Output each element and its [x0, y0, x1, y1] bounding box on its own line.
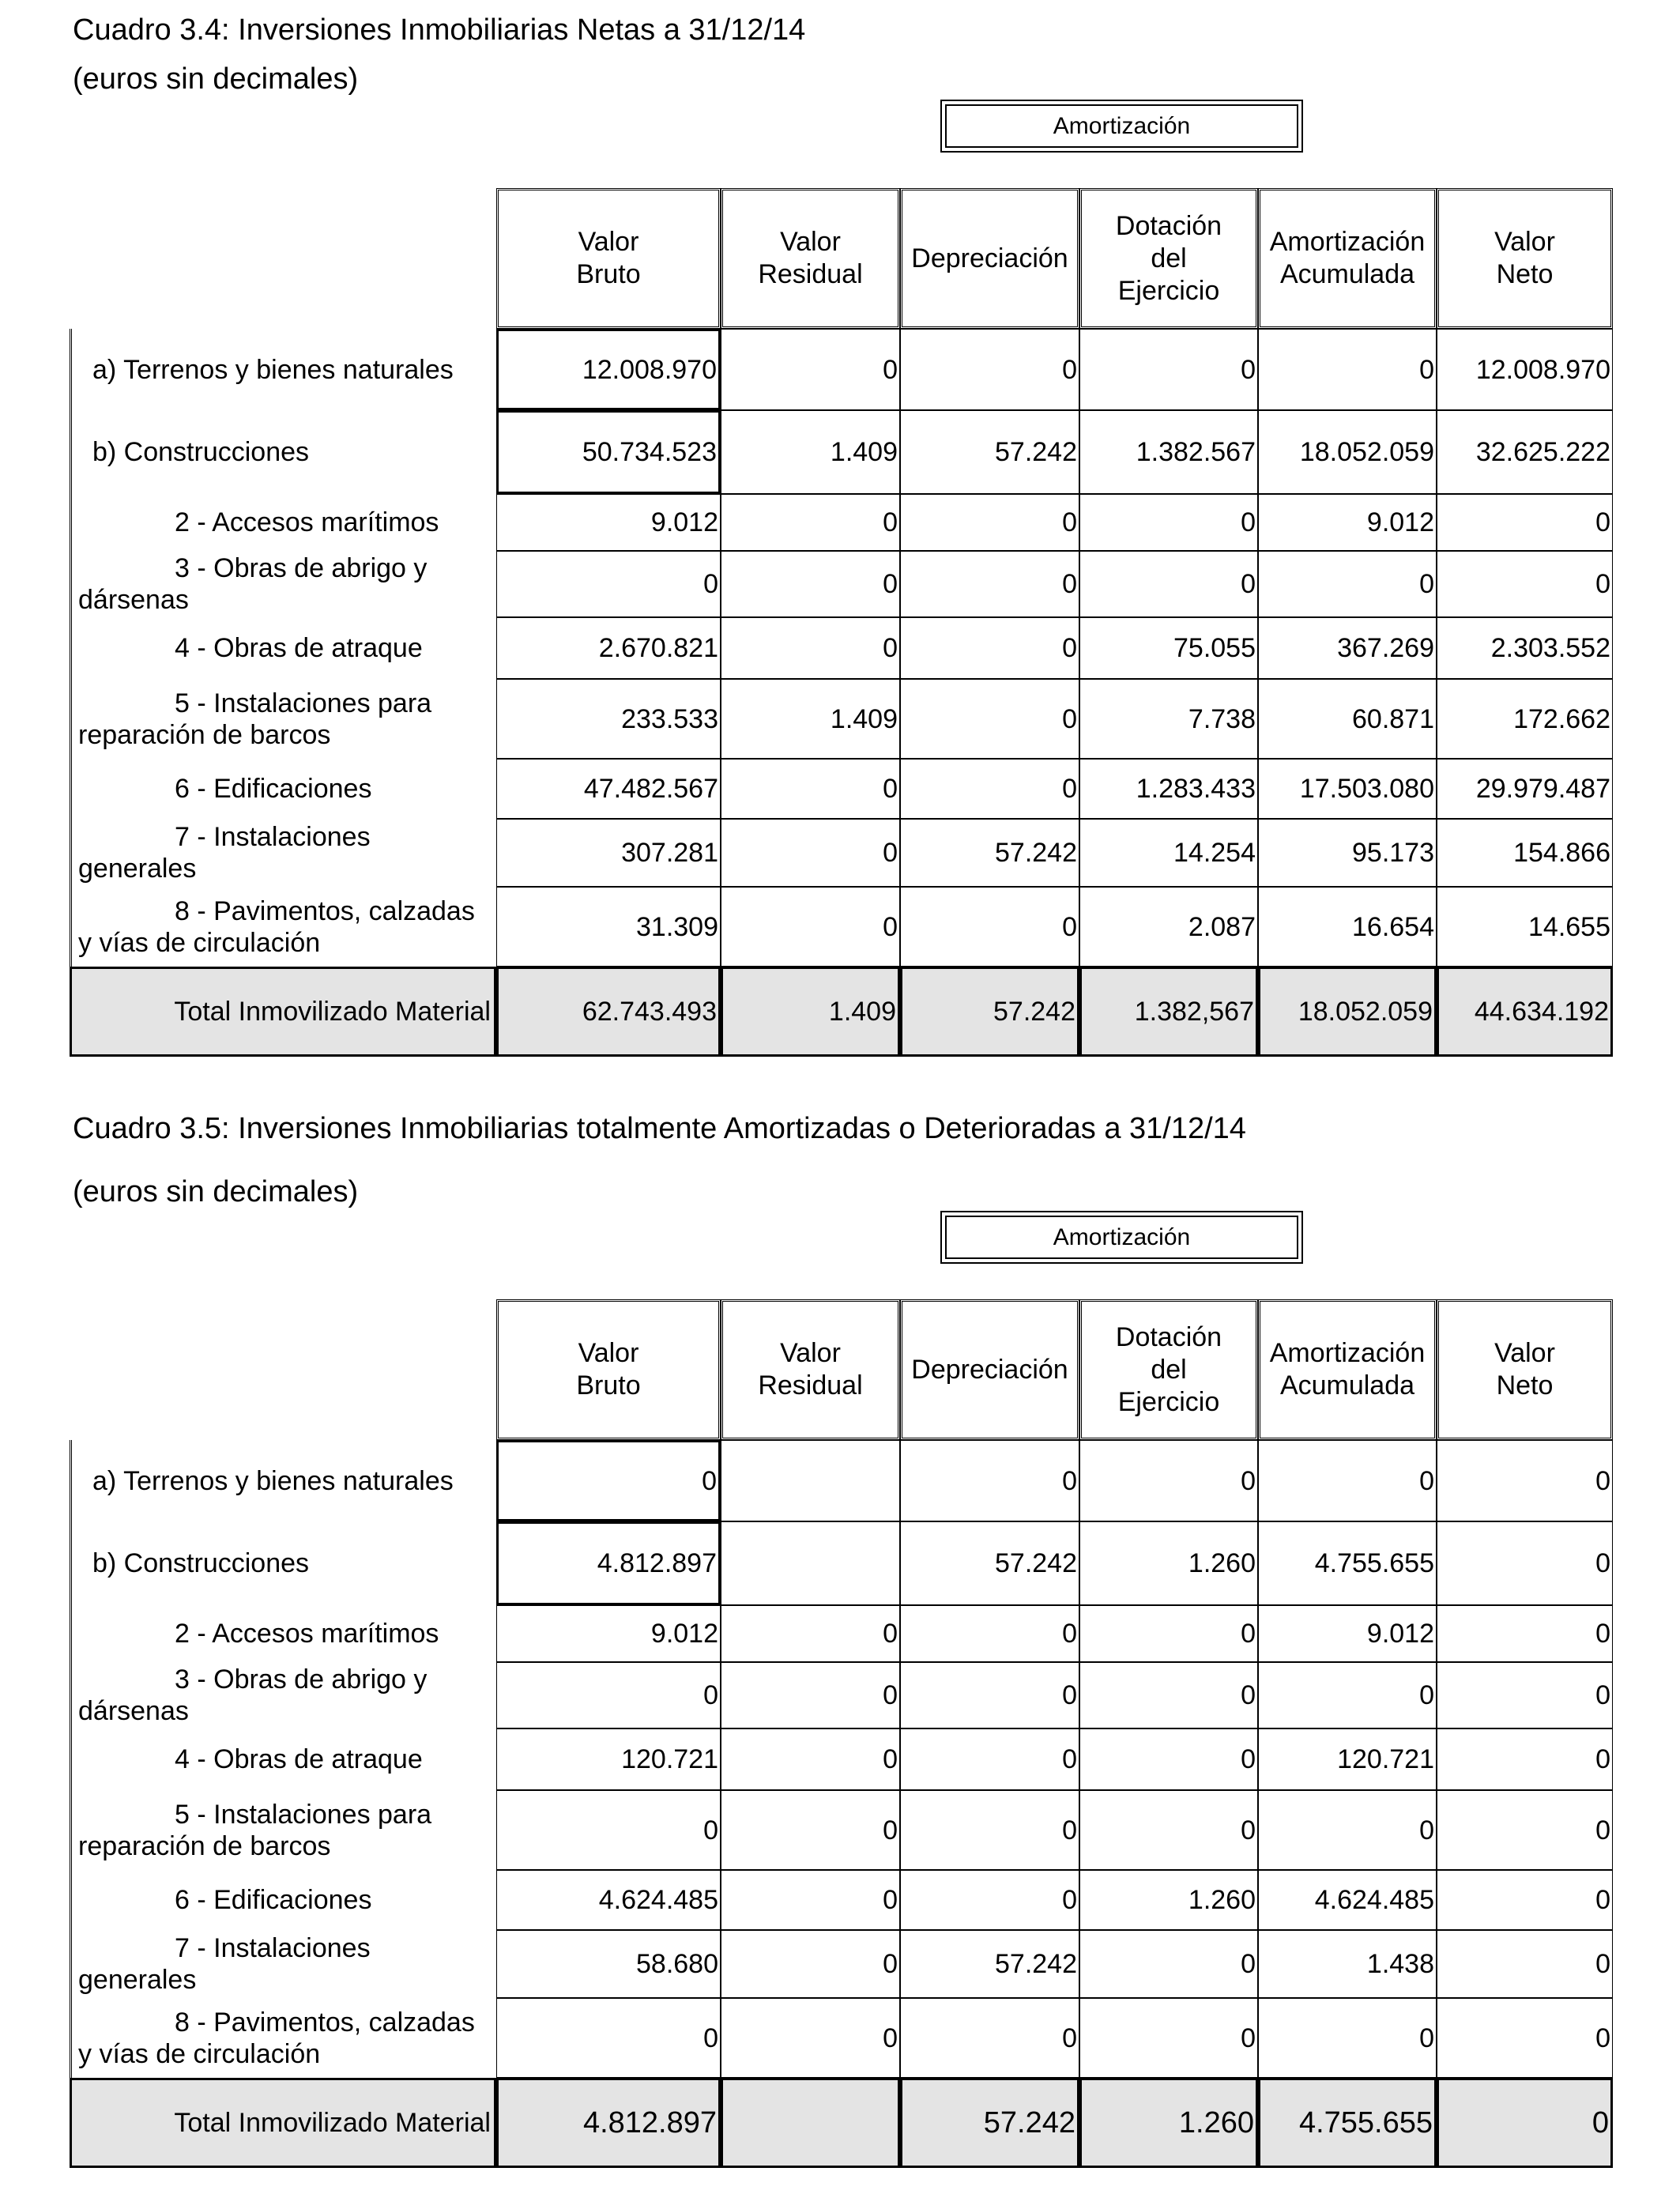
table-row	[70, 1662, 1613, 1728]
cell: 0	[1437, 1790, 1613, 1870]
cell: 14.655	[1437, 887, 1613, 967]
table-row	[70, 1930, 1613, 1998]
row-label: 8 - Pavimentos, calzadas y vías de circulación	[70, 1998, 496, 2078]
cell: 95.173	[1258, 819, 1437, 887]
row-label: 6 - Edificaciones	[70, 1870, 496, 1930]
cell: 17.503.080	[1258, 759, 1437, 819]
cell: 57.242	[900, 819, 1079, 887]
cell: 57.242	[900, 1521, 1079, 1605]
table-row	[70, 1790, 1613, 1870]
cell: 9.012	[496, 494, 721, 551]
cell: 0	[900, 329, 1079, 410]
cell: 12.008.970	[1437, 329, 1613, 410]
amortizacion-header-box	[940, 100, 1303, 153]
cell: 1.260	[1079, 1870, 1258, 1930]
total-row	[70, 2078, 1613, 2168]
amortizacion-label: Amortización	[945, 104, 1298, 148]
cell: 1.409	[721, 410, 900, 494]
cell: 0	[1437, 1440, 1613, 1521]
table-title: Cuadro 3.4: Inversiones Inmobiliarias Netas a 31/12/14	[73, 13, 806, 47]
cell: 57.242	[900, 1930, 1079, 1998]
cell: 1.283.433	[1079, 759, 1258, 819]
cell: 0	[1079, 329, 1258, 410]
cell: 0	[496, 1998, 721, 2078]
cell: 0	[1437, 1998, 1613, 2078]
row-label: 2 - Accesos marítimos	[70, 1605, 496, 1662]
table-row	[70, 819, 1613, 887]
total-row	[70, 967, 1613, 1057]
cell: 29.979.487	[1437, 759, 1613, 819]
cell: 0	[1437, 494, 1613, 551]
cell: 9.012	[1258, 1605, 1437, 1662]
table-row	[70, 679, 1613, 759]
row-label: b) Construcciones	[70, 1521, 496, 1605]
table-subtitle: (euros sin decimales)	[73, 62, 359, 96]
cell: 0	[1079, 494, 1258, 551]
col-header-amort-acumulada: Amortización Acumulada	[1258, 188, 1437, 329]
cell: 4.812.897	[496, 2078, 721, 2168]
table-row	[70, 329, 1613, 410]
total-label: Total Inmovilizado Material	[70, 2078, 496, 2168]
cell: 0	[721, 494, 900, 551]
table-row	[70, 1605, 1613, 1662]
table-row	[70, 617, 1613, 679]
cell: 0	[900, 1998, 1079, 2078]
cell: 0	[721, 759, 900, 819]
amortizacion-label: Amortización	[945, 1216, 1298, 1259]
cell: 0	[900, 1605, 1079, 1662]
cell: 0	[1079, 1930, 1258, 1998]
cell: 57.242	[900, 410, 1079, 494]
col-header-amort-acumulada: Amortización Acumulada	[1258, 1299, 1437, 1440]
col-header-valor-neto: Valor Neto	[1437, 188, 1613, 329]
cuadro-3-4-table	[70, 188, 1613, 1057]
cell: 0	[900, 551, 1079, 617]
cell: 0	[1079, 1790, 1258, 1870]
row-label: 6 - Edificaciones	[70, 759, 496, 819]
cell: 0	[721, 1870, 900, 1930]
cell: 367.269	[1258, 617, 1437, 679]
cell: 0	[721, 1662, 900, 1728]
col-header-valor-residual: Valor Residual	[721, 1299, 900, 1440]
cell: 0	[721, 617, 900, 679]
cell: 0	[900, 1662, 1079, 1728]
col-header-valor-residual: Valor Residual	[721, 188, 900, 329]
row-label: 7 - Instalaciones generales	[70, 1930, 496, 1998]
table-title: Cuadro 3.5: Inversiones Inmobiliarias totalmente Amortizadas o Deterioradas a 31/12/14	[73, 1112, 1246, 1145]
cell: 0	[721, 1605, 900, 1662]
cell: 0	[721, 887, 900, 967]
cell: 31.309	[496, 887, 721, 967]
cell: 307.281	[496, 819, 721, 887]
cell: 0	[721, 329, 900, 410]
cell: 0	[1079, 1728, 1258, 1790]
cell: 172.662	[1437, 679, 1613, 759]
col-header-dotacion: Dotación del Ejercicio	[1079, 1299, 1258, 1440]
cell: 1.382,567	[1079, 967, 1258, 1057]
row-label: 3 - Obras de abrigo y dársenas	[70, 1662, 496, 1728]
cell: 4.624.485	[1258, 1870, 1437, 1930]
cell: 0	[721, 1930, 900, 1998]
cell	[721, 1521, 900, 1605]
table-row	[70, 759, 1613, 819]
cell: 0	[496, 551, 721, 617]
col-header-depreciacion: Depreciación	[900, 1299, 1079, 1440]
table-row	[70, 410, 1613, 494]
row-label: 7 - Instalaciones generales	[70, 819, 496, 887]
cell: 0	[900, 1870, 1079, 1930]
col-header-valor-bruto: Valor Bruto	[496, 1299, 721, 1440]
cell: 0	[721, 1728, 900, 1790]
col-header-valor-bruto: Valor Bruto	[496, 188, 721, 329]
cell: 50.734.523	[496, 410, 721, 494]
cell: 0	[1437, 551, 1613, 617]
row-label: 2 - Accesos marítimos	[70, 494, 496, 551]
table-row	[70, 1998, 1613, 2078]
cell: 154.866	[1437, 819, 1613, 887]
cell: 1.382.567	[1079, 410, 1258, 494]
cell: 9.012	[496, 1605, 721, 1662]
cell: 4.624.485	[496, 1870, 721, 1930]
row-label: 3 - Obras de abrigo y dársenas	[70, 551, 496, 617]
header-blank	[70, 1299, 496, 1440]
row-label: 5 - Instalaciones para reparación de barcos	[70, 1790, 496, 1870]
cell: 0	[900, 617, 1079, 679]
row-label: b) Construcciones	[70, 410, 496, 494]
cell: 0	[900, 759, 1079, 819]
cell: 0	[1437, 1605, 1613, 1662]
cell: 47.482.567	[496, 759, 721, 819]
cell: 0	[1079, 551, 1258, 617]
cell: 1.438	[1258, 1930, 1437, 1998]
cell: 9.012	[1258, 494, 1437, 551]
cell: 0	[721, 1998, 900, 2078]
cell: 0	[1437, 1870, 1613, 1930]
cell: 60.871	[1258, 679, 1437, 759]
cell: 0	[900, 494, 1079, 551]
cell: 0	[900, 1728, 1079, 1790]
cell: 12.008.970	[496, 329, 721, 410]
cell: 32.625.222	[1437, 410, 1613, 494]
cell: 0	[496, 1790, 721, 1870]
cell: 0	[721, 819, 900, 887]
table-row	[70, 494, 1613, 551]
cuadro-3-5-table	[70, 1299, 1613, 2168]
cell: 2.670.821	[496, 617, 721, 679]
cell: 4.755.655	[1258, 1521, 1437, 1605]
cell	[721, 2078, 900, 2168]
cell: 75.055	[1079, 617, 1258, 679]
cell: 4.812.897	[496, 1521, 721, 1605]
cell: 0	[1437, 1930, 1613, 1998]
table-row	[70, 1728, 1613, 1790]
cell: 16.654	[1258, 887, 1437, 967]
cell: 0	[1437, 2078, 1613, 2168]
table-row	[70, 1521, 1613, 1605]
cell: 0	[900, 1440, 1079, 1521]
header-blank	[70, 188, 496, 329]
cell: 2.303.552	[1437, 617, 1613, 679]
cell: 14.254	[1079, 819, 1258, 887]
cell: 0	[721, 551, 900, 617]
cell: 0	[1258, 1662, 1437, 1728]
cell: 0	[1258, 1440, 1437, 1521]
col-header-depreciacion: Depreciación	[900, 188, 1079, 329]
cell: 1.409	[721, 679, 900, 759]
cell: 0	[1079, 1662, 1258, 1728]
cell: 0	[1258, 329, 1437, 410]
cell: 44.634.192	[1437, 967, 1613, 1057]
cell: 4.755.655	[1258, 2078, 1437, 2168]
col-header-dotacion: Dotación del Ejercicio	[1079, 188, 1258, 329]
cell: 1.260	[1079, 2078, 1258, 2168]
cell: 0	[1437, 1521, 1613, 1605]
cell: 0	[1437, 1728, 1613, 1790]
row-label: 8 - Pavimentos, calzadas y vías de circulación	[70, 887, 496, 967]
cell: 1.409	[721, 967, 900, 1057]
total-label: Total Inmovilizado Material	[70, 967, 496, 1057]
cell	[721, 1440, 900, 1521]
data-table	[70, 1299, 1613, 2168]
table-row	[70, 551, 1613, 617]
cell: 0	[900, 679, 1079, 759]
cell: 120.721	[496, 1728, 721, 1790]
cell: 57.242	[900, 2078, 1079, 2168]
cell: 18.052.059	[1258, 967, 1437, 1057]
header-row	[70, 1299, 1613, 1440]
cell: 0	[1258, 551, 1437, 617]
cell: 0	[496, 1662, 721, 1728]
cell: 2.087	[1079, 887, 1258, 967]
cell: 7.738	[1079, 679, 1258, 759]
table-subtitle: (euros sin decimales)	[73, 1175, 359, 1208]
row-label: 4 - Obras de atraque	[70, 617, 496, 679]
row-label: a) Terrenos y bienes naturales	[70, 329, 496, 410]
cell: 18.052.059	[1258, 410, 1437, 494]
cell: 58.680	[496, 1930, 721, 1998]
cell: 0	[1258, 1998, 1437, 2078]
row-label: 4 - Obras de atraque	[70, 1728, 496, 1790]
row-label: 5 - Instalaciones para reparación de barcos	[70, 679, 496, 759]
cell: 57.242	[900, 967, 1079, 1057]
table-row	[70, 1870, 1613, 1930]
cell: 0	[900, 887, 1079, 967]
cell: 0	[1079, 1440, 1258, 1521]
cell: 0	[496, 1440, 721, 1521]
amortizacion-header-box	[940, 1211, 1303, 1264]
cell: 0	[1079, 1998, 1258, 2078]
table-row	[70, 1440, 1613, 1521]
cell: 0	[1437, 1662, 1613, 1728]
cell: 120.721	[1258, 1728, 1437, 1790]
cell: 0	[900, 1790, 1079, 1870]
row-label: a) Terrenos y bienes naturales	[70, 1440, 496, 1521]
cell: 0	[1258, 1790, 1437, 1870]
data-table	[70, 188, 1613, 1057]
header-row	[70, 188, 1613, 329]
cell: 0	[1079, 1605, 1258, 1662]
cell: 62.743.493	[496, 967, 721, 1057]
table-row	[70, 887, 1613, 967]
col-header-valor-neto: Valor Neto	[1437, 1299, 1613, 1440]
cell: 0	[721, 1790, 900, 1870]
cell: 1.260	[1079, 1521, 1258, 1605]
cell: 233.533	[496, 679, 721, 759]
